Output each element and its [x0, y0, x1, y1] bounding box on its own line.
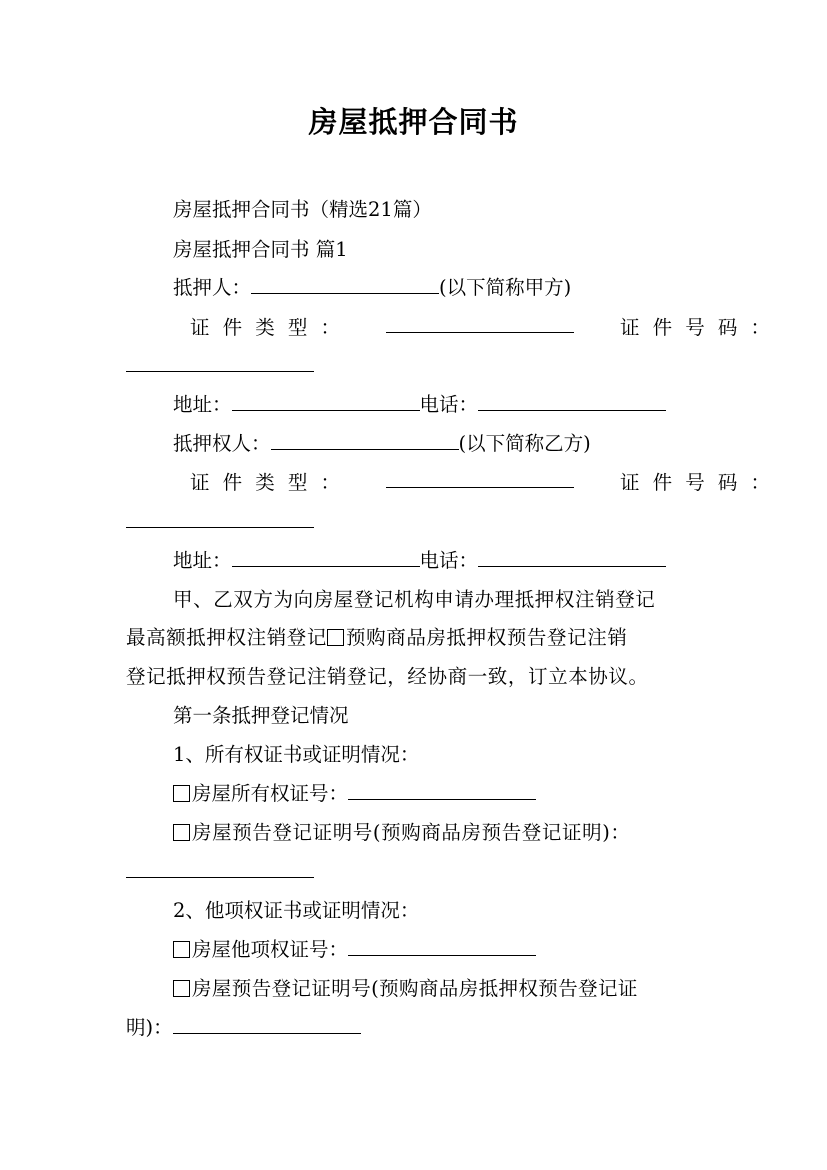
item2-opt2-label-cont: 明)：: [126, 1016, 173, 1039]
article-title: 房屋抵押合同书 篇1: [173, 238, 348, 261]
presale-mortgage-registration-blank[interactable]: [173, 1015, 361, 1034]
checkbox-ownership-cert[interactable]: [173, 785, 190, 802]
address-label: 地址：: [173, 393, 232, 416]
address-blank[interactable]: [232, 392, 420, 411]
subtitle: 房屋抵押合同书（精选21篇）: [173, 198, 432, 221]
checkbox-presale-registration[interactable]: [173, 824, 190, 841]
checkbox-presale-mortgage-registration[interactable]: [173, 980, 190, 997]
item-2-option-1: [126, 936, 753, 964]
id-type-label: 证 件 类 型 ：: [190, 471, 340, 494]
id-number-label: 证 件 号 码 ：: [620, 471, 770, 494]
id-number-blank[interactable]: [126, 353, 314, 372]
item-1-title: 1、所有权证书或证明情况：: [173, 743, 420, 766]
section-1-title: 第一条抵押登记情况: [173, 704, 349, 727]
address-blank[interactable]: [232, 548, 420, 567]
item1-opt2-label: 房屋预告登记证明号(预购商品房预告登记证明)：: [192, 821, 631, 844]
phone-label: 电话：: [419, 549, 479, 572]
id-type-blank[interactable]: [386, 469, 574, 488]
phone-label: 电话：: [419, 393, 479, 416]
item-1-option-2: [126, 819, 753, 847]
document-title: 房屋抵押合同书: [308, 105, 519, 139]
phone-blank[interactable]: [478, 548, 666, 567]
id-line-2: [190, 469, 770, 497]
id-type-blank[interactable]: [386, 314, 574, 333]
ownership-cert-blank[interactable]: [348, 781, 536, 800]
mortgagee-label: 抵押权人：: [173, 432, 271, 455]
mortgagor-label: 抵押人：: [173, 276, 252, 299]
mortgagee-line: [126, 430, 753, 458]
address-label: 地址：: [173, 549, 232, 572]
item-2-title: 2、他项权证书或证明情况：: [173, 899, 420, 922]
id-number-blank-line-1: [126, 352, 706, 380]
address-line-1: [126, 391, 753, 419]
id-line-1: [190, 314, 770, 342]
item-1-option-2-blank-line: [126, 858, 706, 886]
para1-line2-part-b: 预购商品房抵押权预告登记注销: [346, 626, 628, 649]
id-number-blank[interactable]: [126, 509, 314, 528]
checkbox-other-rights-cert[interactable]: [173, 941, 190, 958]
mortgagee-suffix: (以下简称乙方): [458, 432, 591, 455]
mortgagor-line: [126, 274, 753, 302]
id-number-label: 证 件 号 码 ：: [620, 316, 770, 339]
checkbox-presale-mortgage[interactable]: [327, 629, 344, 646]
mortgagor-blank[interactable]: [251, 275, 439, 294]
paragraph-1-line-1: 甲、乙双方为向房屋登记机构申请办理抵押权注销登记: [173, 588, 656, 611]
id-number-blank-line-2: [126, 508, 706, 536]
mortgagor-suffix: (以下简称甲方): [439, 276, 572, 299]
phone-blank[interactable]: [478, 392, 666, 411]
presale-registration-blank[interactable]: [126, 859, 314, 878]
item-2-option-2: [126, 975, 753, 1003]
item2-opt1-label: 房屋他项权证号：: [192, 938, 349, 961]
paragraph-1-line-2: [126, 624, 706, 652]
para1-line2-part-a: 最高额抵押权注销登记: [126, 626, 328, 649]
mortgagee-blank[interactable]: [271, 431, 459, 450]
id-type-label: 证 件 类 型 ：: [190, 316, 340, 339]
item-2-option-2-line-2: [126, 1014, 706, 1042]
address-line-2: [126, 547, 753, 575]
item1-opt1-label: 房屋所有权证号：: [192, 782, 349, 805]
item-1-option-1: [126, 780, 753, 808]
other-rights-cert-blank[interactable]: [348, 937, 536, 956]
item2-opt2-label: 房屋预告登记证明号(预购商品房抵押权预告登记证: [192, 977, 638, 1000]
paragraph-1-line-3: 登记抵押权预告登记注销登记，经协商一致，订立本协议。: [126, 665, 649, 688]
